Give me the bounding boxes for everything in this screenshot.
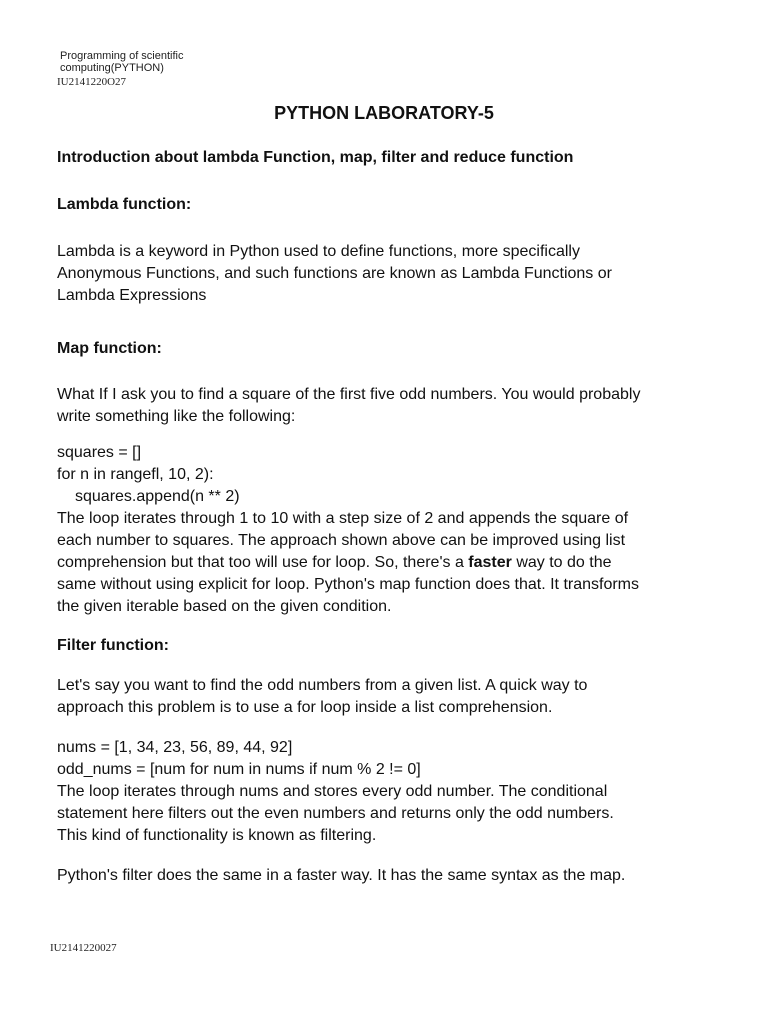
lambda-heading: Lambda function: <box>57 196 192 213</box>
map-explain-line: The loop iterates through 1 to 10 with a step size of 2 and appends the square of <box>57 510 629 527</box>
footer-student-id: IU2141220027 <box>50 942 117 954</box>
lambda-paragraph <box>57 241 717 307</box>
emphasis-faster: faster <box>468 554 512 571</box>
header-student-id: IU2141220O27 <box>57 76 127 88</box>
map-explain-line <box>57 552 717 574</box>
code-line: squares = [] <box>57 444 142 461</box>
filter-intro-line: Let's say you want to find the odd numbers from a given list. A quick way to <box>57 677 588 694</box>
text-span: comprehension but that too will use for loop. So, there's a <box>57 554 469 571</box>
map-heading: Map function: <box>57 340 162 357</box>
map-explain-line: each number to squares. The approach shown above can be improved using list <box>57 532 626 549</box>
filter-intro-paragraph <box>57 675 717 719</box>
header-course-line2: computing(PYTHON) <box>60 62 164 74</box>
map-explain-line: the given iterable based on the given condition. <box>57 598 392 615</box>
lambda-line: Lambda is a keyword in Python used to define functions, more specifically <box>57 243 580 260</box>
map-code-and-explanation <box>57 442 717 618</box>
map-intro-line: What If I ask you to find a square of the first five odd numbers. You would probably <box>57 386 641 403</box>
code-line: odd_nums = [num for num in nums if num % 2 != 0] <box>57 761 421 778</box>
filter-code-and-explanation <box>57 737 717 847</box>
map-explain-line: same without using explicit for loop. Python's map function does that. It transforms <box>57 576 640 593</box>
intro-heading: Introduction about lambda Function, map, filter and reduce function <box>57 149 574 166</box>
header-course-line1: Programming of scientific <box>60 50 184 62</box>
filter-heading: Filter function: <box>57 637 169 654</box>
page-title: PYTHON LABORATORY-5 <box>274 103 494 123</box>
filter-explain-line: statement here filters out the even numbers and returns only the odd numbers. <box>57 805 614 822</box>
lambda-line: Anonymous Functions, and such functions are known as Lambda Functions or <box>57 265 612 282</box>
map-intro-line: write something like the following: <box>57 408 296 425</box>
filter-closing-line: Python's filter does the same in a faster way. It has the same syntax as the map. <box>57 867 626 884</box>
filter-explain-line: The loop iterates through nums and stores every odd number. The conditional <box>57 783 608 800</box>
text-span: way to do the <box>511 554 612 571</box>
code-line: for n in rangefl, 10, 2): <box>57 466 214 483</box>
code-line: squares.append(n ** 2) <box>75 488 240 505</box>
filter-intro-line: approach this problem is to use a for loop inside a list comprehension. <box>57 699 553 716</box>
filter-explain-line: This kind of functionality is known as filtering. <box>57 827 377 844</box>
code-line: nums = [1, 34, 23, 56, 89, 44, 92] <box>57 739 293 756</box>
map-intro-paragraph <box>57 384 717 428</box>
lambda-line: Lambda Expressions <box>57 287 207 304</box>
